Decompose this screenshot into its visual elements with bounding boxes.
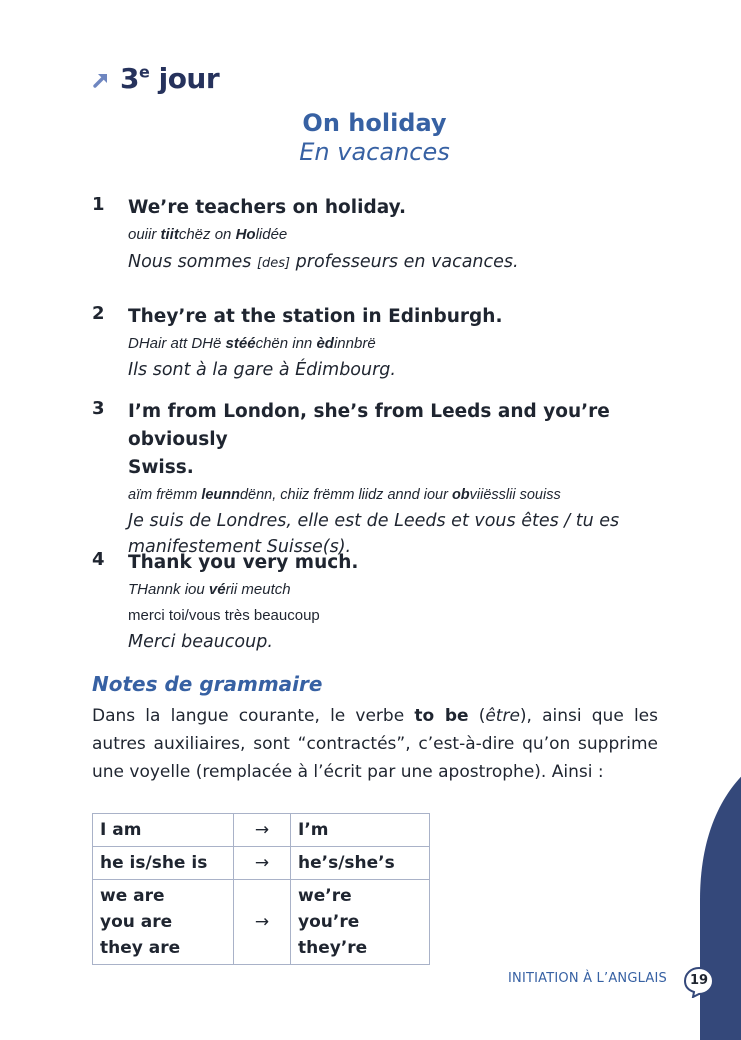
full-form-cell: he is/she is bbox=[93, 847, 234, 880]
arrow-up-right-icon bbox=[92, 71, 110, 89]
table-row bbox=[93, 814, 430, 847]
lesson-title bbox=[0, 108, 741, 166]
page-number: 19 bbox=[689, 973, 709, 988]
arrow-cell: → bbox=[234, 847, 291, 880]
contracted-form-cell: we’re you’re they’re bbox=[291, 880, 430, 965]
sentence-english: We’re teachers on holiday. bbox=[128, 197, 406, 218]
sentence-number: 1 bbox=[92, 194, 105, 215]
contracted-form-cell: I’m bbox=[291, 814, 430, 847]
sentence-number: 2 bbox=[92, 303, 105, 324]
footer-label: INITIATION À L’ANGLAIS bbox=[508, 971, 667, 986]
corner-decoration bbox=[700, 760, 741, 1040]
arrow-cell: → bbox=[234, 880, 291, 965]
sentence-french: Merci beaucoup. bbox=[128, 632, 273, 652]
sentence-english: Thank you very much. bbox=[128, 552, 359, 573]
contractions-table bbox=[92, 813, 430, 965]
sentence-number: 3 bbox=[92, 398, 105, 419]
notes-paragraph: Dans la langue courante, le verbe to be (être), ainsi que les autres auxiliaires, sont “contractés”, c’est-à-dire qu’on supprime une voyelle (remplacée à l’écrit par une apostrophe). Ainsi : bbox=[92, 706, 658, 782]
day-title: 3e jour bbox=[120, 62, 220, 95]
sentence-french: Nous sommes [des] professeurs en vacances. bbox=[128, 252, 519, 272]
sentence-literal: merci toi/vous très beaucoup bbox=[128, 607, 320, 624]
sentence-pronunciation: aïm frëmm leunndënn, chiiz frëmm liidz annd iour obviiësslii souiss bbox=[128, 487, 561, 503]
day-header bbox=[92, 62, 219, 95]
notes-title: Notes de grammaire bbox=[92, 672, 323, 696]
sentence-4 bbox=[92, 549, 672, 655]
lesson-title-fr: En vacances bbox=[299, 138, 450, 166]
sentence-pronunciation: THannk iou vérii meutch bbox=[128, 581, 291, 598]
arrow-cell: → bbox=[234, 814, 291, 847]
table-row bbox=[93, 847, 430, 880]
sentence-french: Je suis de Londres, elle est de Leeds et vous êtes / tu es manifestement Suisse(s). bbox=[128, 511, 620, 557]
sentence-2 bbox=[92, 303, 672, 383]
full-form-cell: we are you are they are bbox=[93, 880, 234, 965]
sentence-pronunciation: ouiir tiitchëz on Holidée bbox=[128, 226, 288, 243]
sentence-pronunciation: DHair att DHë stééchën inn èdinnbrë bbox=[128, 335, 376, 352]
sentence-1 bbox=[92, 194, 672, 277]
sentence-number: 4 bbox=[92, 549, 105, 570]
lesson-title-en: On holiday bbox=[302, 109, 447, 137]
sentence-3 bbox=[92, 398, 672, 560]
sentence-english: I’m from London, she’s from Leeds and you’re obviously Swiss. bbox=[128, 401, 610, 478]
table-row bbox=[93, 880, 430, 965]
contracted-form-cell: he’s/she’s bbox=[291, 847, 430, 880]
full-form-cell: I am bbox=[93, 814, 234, 847]
sentence-french: Ils sont à la gare à Édimbourg. bbox=[128, 360, 396, 380]
sentence-english: They’re at the station in Edinburgh. bbox=[128, 306, 503, 327]
